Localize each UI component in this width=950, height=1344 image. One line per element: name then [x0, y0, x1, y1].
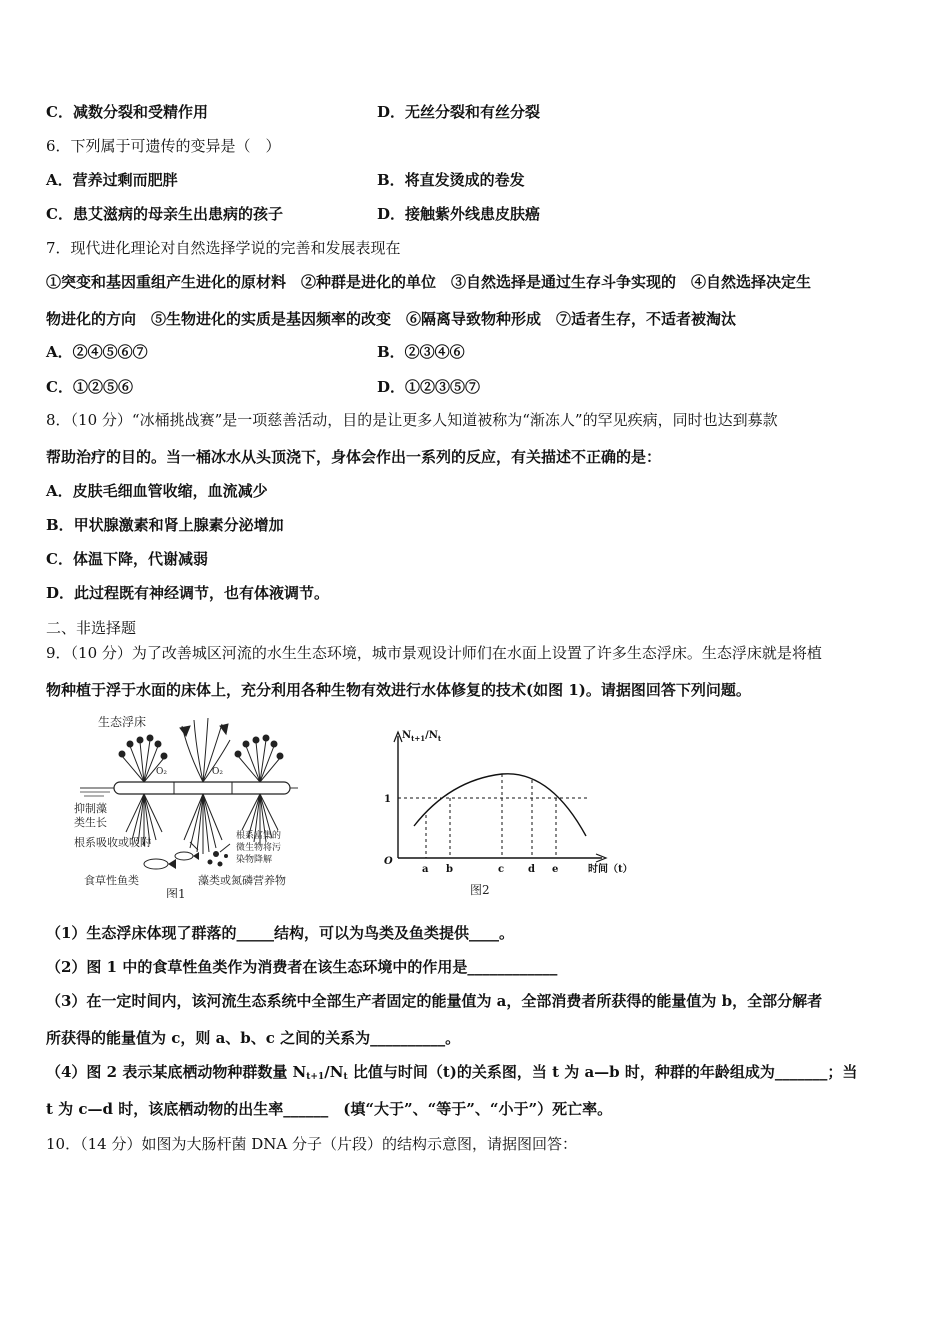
q7-option-b: B．②③④⑥: [377, 343, 465, 361]
q8-option-a: A．皮肤毛细血管收缩，血流减少: [46, 482, 268, 500]
fig1-label-microbe-2: 微生物将污: [236, 843, 282, 853]
fig1-fish-icon: [144, 852, 199, 869]
fig1-label-root-absorb: 根系吸收或吸附: [74, 836, 151, 849]
q9-stem-line1: 9．（10 分）为了改善城区河流的水生生态环境，城市景观设计师们在水面上设置了许多生态浮床。生态浮床就是将植: [46, 644, 822, 662]
q9-part2: （2）图 1 中的食草性鱼类作为消费者在该生态环境中的作用是____________: [46, 958, 558, 976]
q7-option-c: C．①②⑤⑥: [46, 378, 133, 396]
fig1-o2-right: O₂: [212, 767, 223, 777]
q5-option-d: D．无丝分裂和有丝分裂: [377, 103, 541, 121]
fig1-title: 生态浮床: [98, 715, 147, 729]
fig1-bed: [114, 782, 290, 794]
q6-option-c: C．患艾滋病的母亲生出患病的孩子: [46, 205, 283, 223]
fig1-label-inhibit-1: 抑制藻: [74, 802, 107, 815]
q8-stem-line1: 8．（10 分）“冰桶挑战赛”是一项慈善活动，目的是让更多人知道被称为“渐冻人”的罕见疾病，同时也达到募款: [46, 411, 778, 429]
fig1-o2-left: O₂: [156, 767, 167, 777]
fig1-label-inhibit-2: 类生长: [74, 816, 107, 829]
fig2-x-tick: e: [552, 864, 559, 875]
fig2-x-tick: d: [528, 864, 535, 875]
fig1-label-fish: 食草性鱼类: [84, 874, 139, 887]
figure-2-ratio-curve: [380, 726, 650, 898]
fig1-caption: 图1: [166, 887, 186, 898]
q8-stem-line2: 帮助治疗的目的。当一桶冰水从头顶浇下，身体会作出一系列的反应，有关描述不正确的是：: [46, 448, 662, 466]
q5-option-c: C．减数分裂和受精作用: [46, 103, 208, 121]
q7-items-line2: 物进化的方向 ⑤生物进化的实质是基因频率的改变 ⑥隔离导致物种形成 ⑦适者生存，不适者被淘汰: [46, 310, 737, 328]
q8-option-d: D．此过程既有神经调节，也有体液调节。: [46, 584, 330, 602]
q6-option-b: B．将直发烫成的卷发: [377, 171, 525, 189]
q8-option-c: C．体温下降，代谢减弱: [46, 550, 208, 568]
q6-option-a: A．营养过剩而肥胖: [46, 171, 178, 189]
fig2-y-label: $N_{t+1}/N_t$: [402, 730, 442, 743]
fig2-y-tick-1: 1: [384, 794, 391, 805]
q8-option-b: B．甲状腺激素和肾上腺素分泌增加: [46, 516, 284, 534]
fig1-label-nutrients: 藻类或氮磷营养物: [198, 874, 286, 887]
fig1-label-microbe-1: 根系富集的: [236, 831, 282, 841]
section-heading: 二、非选择题: [46, 619, 137, 637]
q6-option-d: D．接触紫外线患皮肤癌: [377, 205, 541, 223]
q9-part4-line1: （4）图 2 表示某底栖动物种群数量 $N_{t+1}/N_t$ 比值与时间（t)的关系图，当 t 为 a—b 时，种群的年龄组成为_______；当: [46, 1063, 858, 1082]
q9-part1: （1）生态浮床体现了群落的_____结构，可以为鸟类及鱼类提供____。: [46, 924, 514, 942]
q9-part4-line2: t 为 c—d 时，该底栖动物的出生率______ (填“大于”、“等于”、“小于”）死亡率。: [46, 1100, 613, 1118]
fig2-curve: [414, 774, 586, 836]
figure-1-floating-bed: [70, 712, 310, 898]
fig2-x-tick: a: [422, 864, 429, 875]
fig2-x-tick: c: [498, 864, 505, 875]
q6-stem: 6．下列属于可遗传的变异是（ ）: [46, 137, 281, 155]
q7-option-d: D．①②③⑤⑦: [377, 378, 481, 396]
q9-stem-line2: 物种植于浮于水面的床体上，充分利用各种生物有效进行水体修复的技术(如图 1)。请据图回答下列问题。: [46, 681, 751, 699]
q9-part3-line1: （3）在一定时间内，该河流生态系统中全部生产者固定的能量值为 a，全部消费者所获得的能量值为 b，全部分解者: [46, 992, 823, 1010]
fig2-caption: 图2: [470, 883, 490, 897]
q9-part3-line2: 所获得的能量值为 c，则 a、b、c 之间的关系为__________。: [46, 1029, 461, 1047]
fig1-label-microbe-3: 染物降解: [236, 855, 273, 865]
fig2-origin: O: [384, 856, 393, 867]
fig2-x-tick: b: [446, 864, 453, 875]
q7-items-line1: ①突变和基因重组产生进化的原材料 ②种群是进化的单位 ③自然选择是通过生存斗争实现的 ④自然选择决定生: [46, 273, 812, 291]
q7-option-a: A．②④⑤⑥⑦: [46, 343, 148, 361]
q10-stem: 10．（14 分）如图为大肠杆菌 DNA 分子（片段）的结构示意图，请据图回答：: [46, 1135, 577, 1153]
fig2-x-label: 时间（t）: [588, 864, 633, 875]
q7-stem: 7．现代进化理论对自然选择学说的完善和发展表现在: [46, 239, 401, 257]
